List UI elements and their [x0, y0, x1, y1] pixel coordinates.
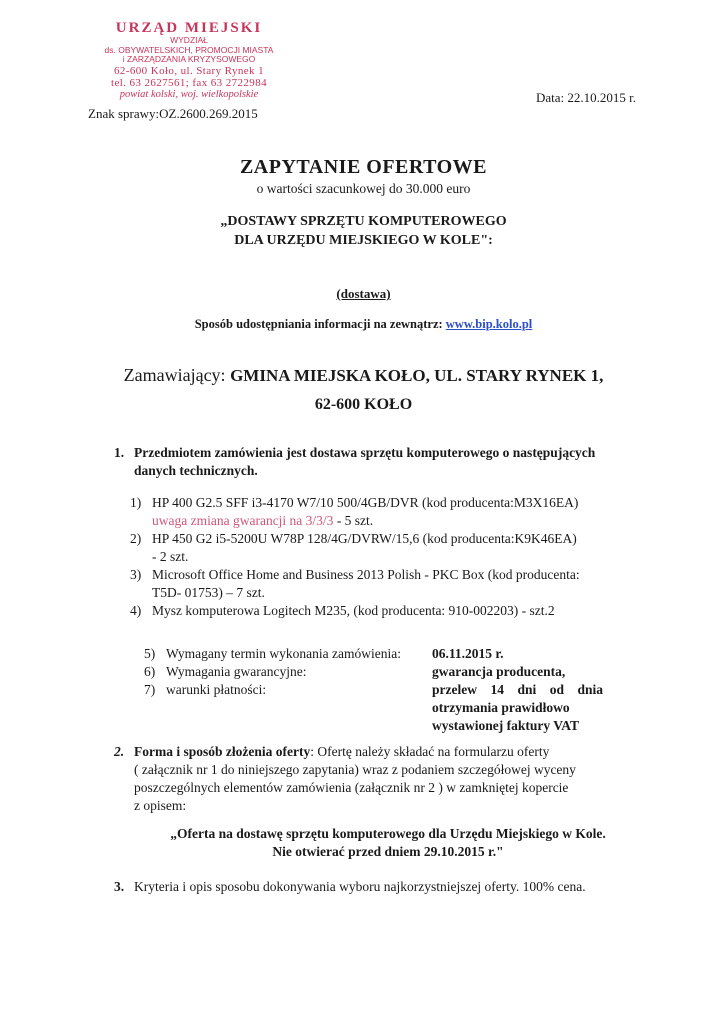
- document-date: Data: 22.10.2015 r.: [536, 90, 637, 105]
- item-quantity: T5D- 01753) – 7 szt.: [152, 585, 265, 600]
- section-text-line: ( załącznik nr 1 do niniejszego zapytania) wraz z podaniem szczegółowej wyceny: [134, 762, 576, 777]
- section-text-line: z opisem:: [134, 798, 187, 813]
- case-number: Znak sprawy:OZ.2600.269.2015: [88, 106, 258, 121]
- section-number: 3.: [114, 879, 125, 894]
- term-value: 06.11.2015 r.: [432, 646, 504, 661]
- office-stamp: [84, 20, 294, 100]
- document-title: ZAPYTANIE OFERTOWE: [239, 156, 488, 178]
- access-label: Sposób udostępniania informacji na zewnątrz:: [194, 317, 446, 331]
- term-label: warunki płatności:: [166, 682, 267, 697]
- section-text: [134, 444, 644, 480]
- envelope-label: [134, 825, 642, 861]
- envelope-label-line: Nie otwierać przed dniem 29.10.2015 r.": [272, 844, 504, 859]
- stamp-department: WYDZIAŁ: [170, 35, 208, 45]
- list-item: [152, 602, 652, 620]
- section-lead: Forma i sposób złożenia oferty: [134, 744, 311, 759]
- bip-link[interactable]: www.bip.kolo.pl: [445, 317, 533, 331]
- subject-line: „DOSTAWY SPRZĘTU KOMPUTEROWEGO: [220, 214, 507, 229]
- section-text-line: Przedmiotem zamówienia jest dostawa sprzętu komputerowego o następujących: [134, 445, 596, 460]
- term-number: 6): [144, 664, 156, 679]
- item-description: HP 450 G2 i5-5200U W78P 128/4G/DVRW/15,6 (kod producenta:K9K46EA): [152, 531, 577, 546]
- item-description: Microsoft Office Home and Business 2013 Polish - PKC Box (kod producenta:: [152, 567, 580, 582]
- term-value: [432, 681, 642, 735]
- term-value-line: otrzymania prawidłowo: [432, 700, 570, 715]
- stamp-region: powiat kolski, woj. wielkopolskie: [119, 88, 259, 100]
- section-text-line: poszczególnych elementów zamówienia (załącznik nr 2 ) w zamkniętej kopercie: [134, 780, 569, 795]
- warranty-note: uwaga zmiana gwarancji na 3/3/3: [152, 513, 334, 528]
- subject-line: DLA URZĘDU MIEJSKIEGO W KOLE":: [234, 233, 493, 248]
- term-value-line: przelew 14 dni od dnia: [432, 682, 604, 697]
- section-text-line: danych technicznych.: [134, 463, 258, 478]
- orderer-city: 62-600 KOŁO: [314, 396, 413, 413]
- term-number: 7): [144, 682, 156, 697]
- stamp-department-line: ds. OBYWATELSKICH, PROMOCJI MIASTA: [104, 44, 274, 55]
- orderer-label: Zamawiający:: [123, 365, 231, 385]
- section-text-line: : Ofertę należy składać na formularzu oferty: [310, 744, 550, 759]
- term-number: 5): [144, 646, 156, 661]
- stamp-department-line: i ZARZĄDZANIA KRYZYSOWEGO: [122, 54, 256, 64]
- list-item-number: 4): [130, 603, 142, 618]
- orderer: [0, 365, 727, 386]
- term-value-line: wystawionej faktury VAT: [432, 718, 580, 733]
- term-label: Wymagania gwarancyjne:: [166, 664, 307, 679]
- term-label: Wymagany termin wykonania zamówienia:: [166, 646, 401, 661]
- section-text: [134, 743, 642, 815]
- list-item-number: 3): [130, 567, 142, 582]
- orderer-name: GMINA MIEJSKA KOŁO, UL. STARY RYNEK 1,: [230, 366, 604, 385]
- item-quantity: - 2 szt.: [152, 549, 189, 564]
- item-description: HP 400 G2.5 SFF i3-4170 W7/10 500/4GB/DVR (kod producenta:M3X16EA): [152, 495, 579, 510]
- section-number: 1.: [114, 445, 125, 460]
- access-info: [0, 317, 727, 332]
- term-value: gwarancja producenta,: [432, 664, 566, 679]
- item-quantity: - 5 szt.: [333, 513, 374, 528]
- item-description: Mysz komputerowa Logitech M235, (kod producenta: 910-002203) - szt.2: [152, 603, 555, 618]
- section-text: Kryteria i opis sposobu dokonywania wyboru najkorzystniejszej oferty. 100% cena.: [134, 879, 586, 894]
- envelope-label-line: „Oferta na dostawę sprzętu komputerowego dla Urzędu Miejskiego w Kole.: [170, 826, 606, 841]
- delivery-type: (dostawa): [336, 286, 391, 301]
- section-number: 2.: [114, 744, 125, 759]
- list-item-number: 2): [130, 531, 142, 546]
- stamp-office-name: URZĄD MIEJSKI: [115, 20, 263, 36]
- list-item: [152, 530, 652, 566]
- list-item: [152, 494, 652, 530]
- list-item-number: 1): [130, 495, 142, 510]
- document-subtitle: o wartości szacunkowej do 30.000 euro: [256, 181, 471, 196]
- stamp-phone: tel. 63 2627561; fax 63 2722984: [111, 76, 267, 89]
- stamp-address: 62-600 Koło, ul. Stary Rynek 1: [114, 64, 264, 77]
- list-item: [152, 566, 652, 602]
